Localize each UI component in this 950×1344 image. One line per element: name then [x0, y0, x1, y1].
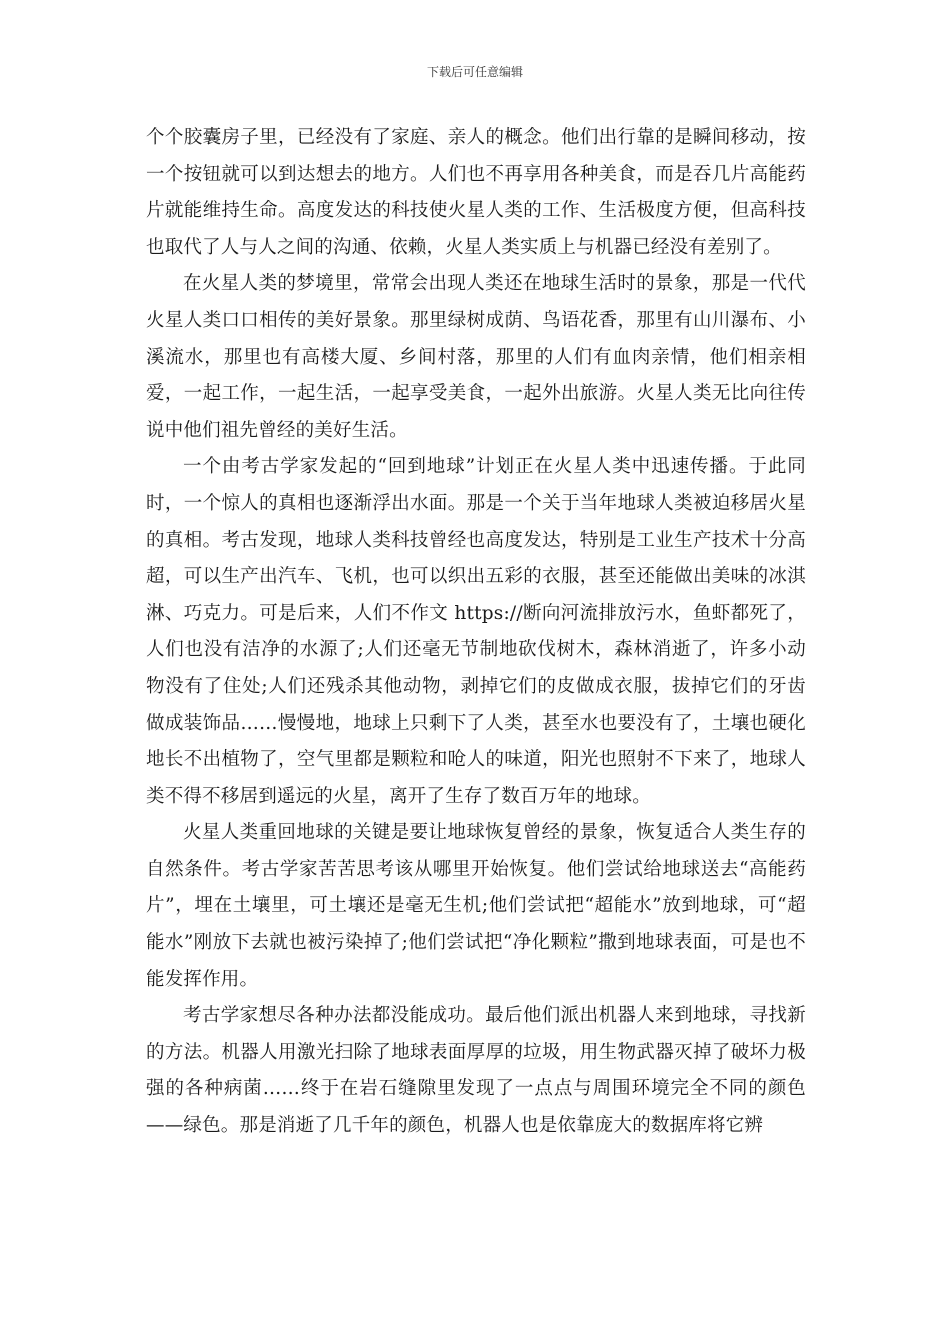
document-body: [146, 120, 806, 1145]
paragraph-2: 在火星人类的梦境里，常常会出现人类还在地球生活时的景象，那是一代代火星人类口口相传的美好景象。那里绿树成荫、鸟语花香，那里有山川瀑布、小溪流水，那里也有高楼大厦、乡间村落，那里的人们有血肉亲情，他们相亲相爱，一起工作，一起生活，一起享受美食，一起外出旅游。火星人类无比向往传说中他们祖先曾经的美好生活。: [146, 273, 806, 441]
paragraph-3: 一个由考古学家发起的“回到地球”计划正在火星人类中迅速传播。于此同时，一个惊人的真相也逐渐浮出水面。那是一个关于当年地球人类被迫移居火星的真相。考古发现，地球人类科技曾经也高度发达，特别是工业生产技术十分高超，可以生产出汽车、飞机，也可以织出五彩的衣服，甚至还能做出美味的冰淇淋、巧克力。可是后来，人们不作文 https://断向河流排放污水，鱼虾都死了，人们也没有洁净的水源了;人们还毫无节制地砍伐树木，森林消逝了，许多小动物没有了住处;人们还残杀其他动物，剥掉它们的皮做成衣服，拔掉它们的牙齿做成装饰品……慢慢地，地球上只剩下了人类，甚至水也要没有了，土壤也硬化地长不出植物了，空气里都是颗粒和呛人的味道，阳光也照射不下来了，地球人类不得不移居到遥远的火星，离开了生存了数百万年的地球。: [146, 456, 806, 807]
page-header: 下载后可任意编辑: [426, 65, 523, 79]
paragraph-5: 考古学家想尽各种办法都没能成功。最后他们派出机器人来到地球，寻找新的方法。机器人用激光扫除了地球表面厚厚的垃圾，用生物武器灭掉了破坏力极强的各种病菌……终于在岩石缝隙里发现了一点点与周围环境完全不同的颜色——绿色。那是消逝了几千年的颜色，机器人也是依靠庞大的数据库将它辨: [146, 1005, 806, 1137]
paragraph-1: 个个胶囊房子里，已经没有了家庭、亲人的概念。他们出行靠的是瞬间移动，按一个按钮就可以到达想去的地方。人们也不再享用各种美食，而是吞几片高能药片就能维持生命。高度发达的科技使火星人类的工作、生活极度方便，但高科技也取代了人与人之间的沟通、依赖，火星人类实质上与机器已经没有差别了。: [146, 127, 806, 258]
paragraph-4: 火星人类重回地球的关键是要让地球恢复曾经的景象，恢复适合人类生存的自然条件。考古学家苦苦思考该从哪里开始恢复。他们尝试给地球送去“高能药片”，埋在土壤里，可土壤还是毫无生机;他们尝试把“超能水”放到地球，可“超能水”刚放下去就也被污染掉了;他们尝试把“净化颗粒”撒到地球表面，可是也不能发挥作用。: [146, 822, 806, 990]
